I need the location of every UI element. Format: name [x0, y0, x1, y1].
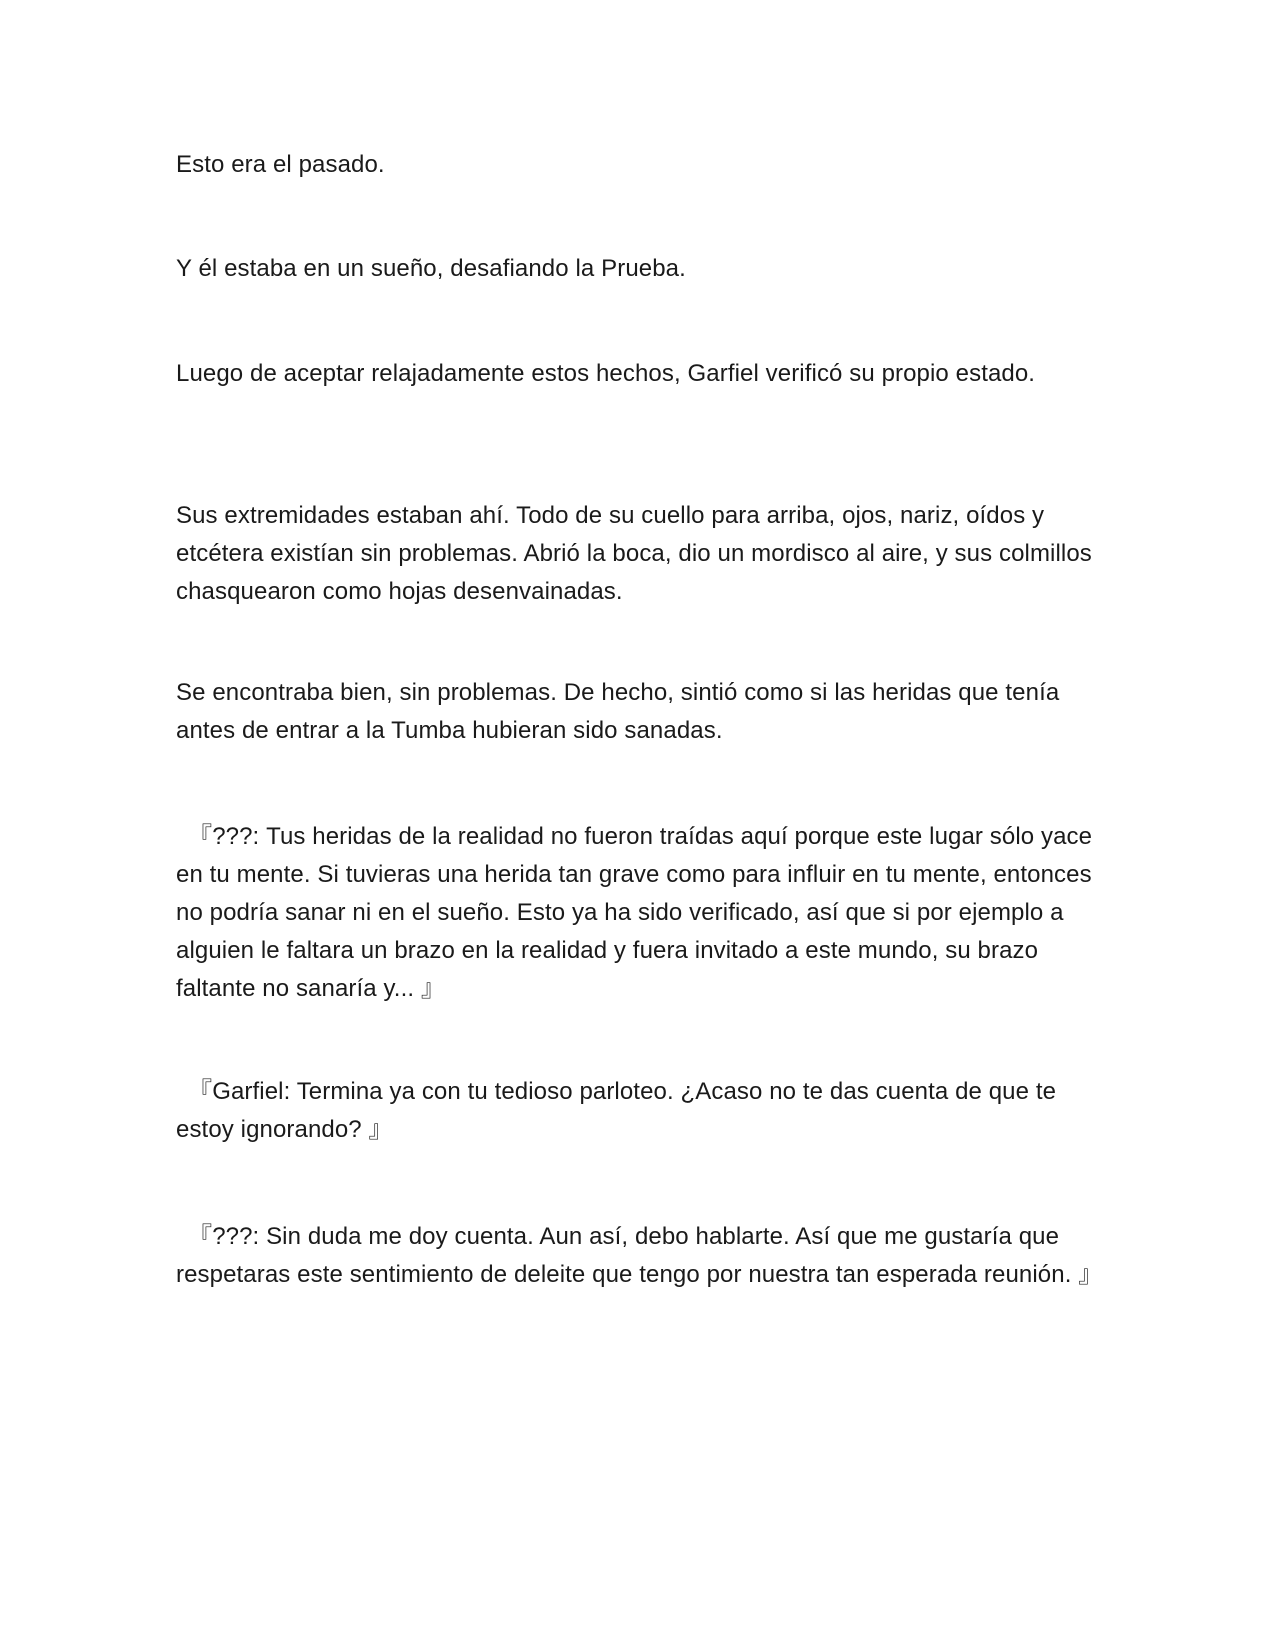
dialogue-unknown-1: 『???: Tus heridas de la realidad no fueron traídas aquí porque este lugar sólo yace en tu mente. Si tuvieras una herida tan grave como para influir en tu mente, entonces no podría sanar ni en el sueño. Esto ya ha sido verificado, así que si por ejemplo a alguien le faltara un brazo en la realidad y fuera invitado a este mundo, su brazo faltante no sanaría y... 』: [176, 823, 1093, 1002]
dialogue-unknown-2: 『???: Sin duda me doy cuenta. Aun así, debo hablarte. Así que me gustaría que respetaras este sentimiento de deleite que tengo por nuestra tan esperada reunión. 』: [176, 1223, 1103, 1288]
paragraph-4: Sus extremidades estaban ahí. Todo de su cuello para arriba, ojos, nariz, oídos y etcétera existían sin problemas. Abrió la boca, dio un mordisco al aire, y sus colmillos chasquearon como hojas desenvainadas.: [176, 502, 1092, 605]
dialogue-garfiel: 『Garfiel: Termina ya con tu tedioso parloteo. ¿Acaso no te das cuenta de que te estoy ignorando? 』: [176, 1078, 1057, 1143]
paragraph-2: Y él estaba en un sueño, desafiando la Prueba.: [176, 255, 686, 282]
paragraph-5: Se encontraba bien, sin problemas. De hecho, sintió como si las heridas que tenía antes de entrar a la Tumba hubieran sido sanadas.: [176, 679, 1060, 744]
paragraph-1: Esto era el pasado.: [176, 151, 385, 178]
paragraph-3: Luego de aceptar relajadamente estos hechos, Garfiel verificó su propio estado.: [176, 360, 1036, 387]
